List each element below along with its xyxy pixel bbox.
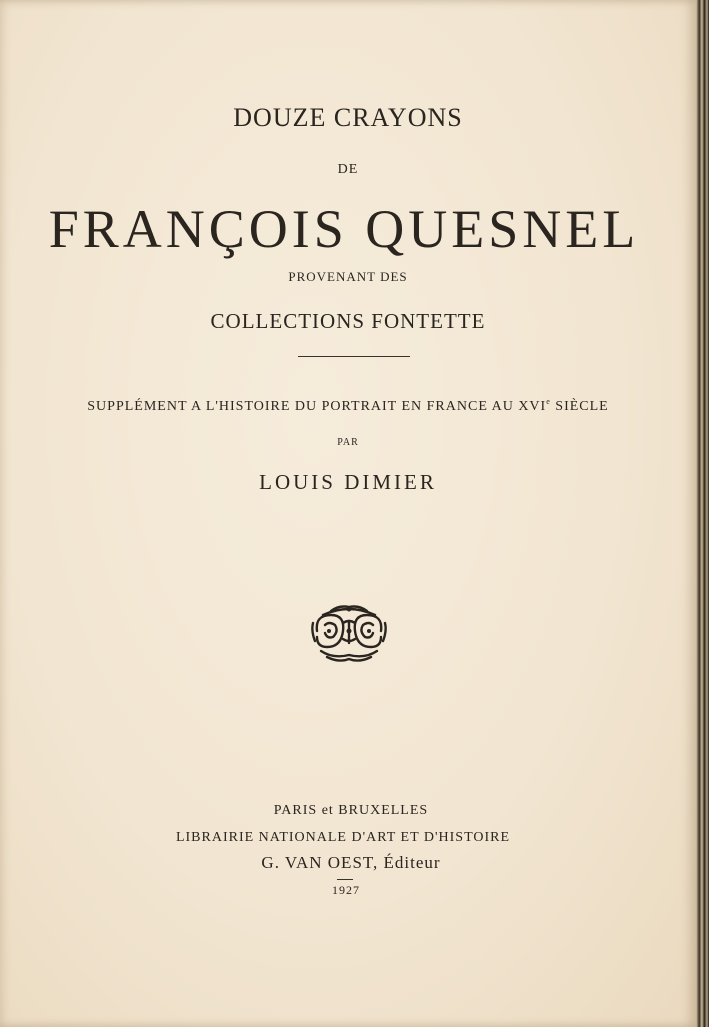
provenance-line: PROVENANT DES	[288, 269, 408, 284]
supplement-text: SUPPLÉMENT A L'HISTOIRE DU PORTRAIT EN FRANCE AU XVI	[87, 399, 547, 414]
supplement-line	[0, 397, 696, 415]
author-name: LOUIS DIMIER	[259, 470, 437, 494]
title-divider	[298, 356, 410, 357]
heading-line-1: DOUZE CRAYONS	[233, 103, 463, 132]
supplement-end: SIÈCLE	[550, 399, 609, 414]
publisher-monogram-icon	[309, 601, 389, 665]
publisher-name: G. VAN OEST, Éditeur	[261, 853, 441, 872]
year-divider	[337, 879, 353, 880]
book-gutter	[696, 0, 709, 1027]
supplement-superscript: e	[546, 397, 551, 406]
collection-line: COLLECTIONS FONTETTE	[210, 309, 486, 333]
publication-year: 1927	[332, 883, 360, 897]
publisher-city: PARIS et BRUXELLES	[273, 803, 429, 818]
par-line: PAR	[337, 437, 359, 448]
main-title: FRANÇOIS QUESNEL	[48, 199, 640, 259]
publisher-house: LIBRAIRIE NATIONALE D'ART ET D'HISTOIRE	[175, 830, 511, 845]
heading-line-2: DE	[337, 162, 359, 177]
